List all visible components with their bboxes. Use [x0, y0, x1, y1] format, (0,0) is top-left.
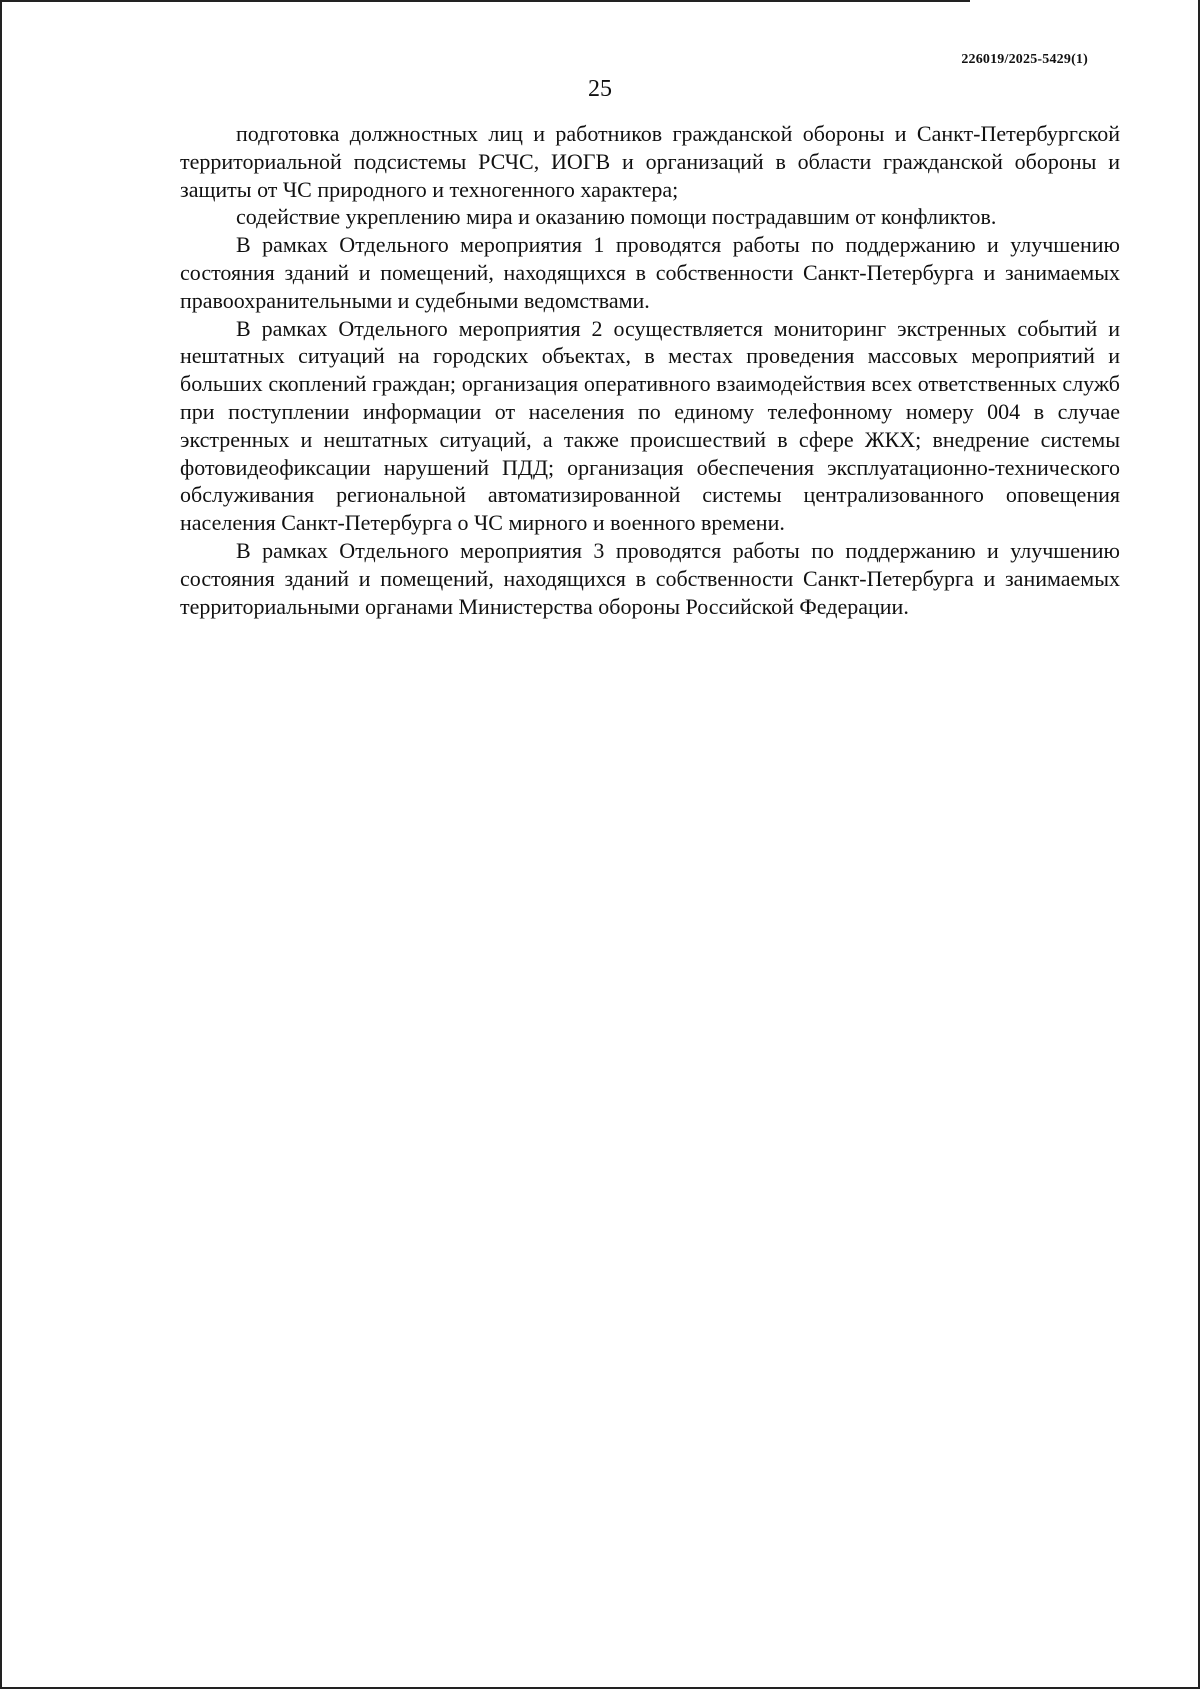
scan-edge-left	[0, 0, 2, 1689]
paragraph: содействие укреплению мира и оказанию помощи пострадавшим от конфликтов.	[236, 204, 997, 230]
paragraph: подготовка должностных лиц и работников гражданской обороны и Санкт-Петербургской территориальной подсистемы РСЧС, ИОГВ и организаций в области гражданской обороны и защиты от ЧС природного и техногенного характера;	[180, 121, 1120, 202]
paragraph: В рамках Отдельного мероприятия 2 осуществляется мониторинг экстренных событий и нештатных ситуаций на городских объектах, в местах проведения массовых мероприятий и больших скоплений граждан; организация оперативного взаимодействия всех ответственных служб при поступлении информации от населения по единому телефонному номеру 004 в случае экстренных и нештатных ситуаций, а также происшествий в сфере ЖКХ; внедрение системы фотовидеофиксации нарушений ПДД; организация обеспечения эксплуатационно-технического обслуживания региональной автоматизированной системы централизованного оповещения населения Санкт-Петербурга о ЧС мирного и военного времени.	[180, 315, 1120, 536]
paragraph: В рамках Отдельного мероприятия 3 проводятся работы по поддержанию и улучшению состояния зданий и помещений, находящихся в собственности Санкт-Петербурга и занимаемых территориальными органами Министерства обороны Российской Федерации.	[180, 537, 1120, 619]
paragraph: В рамках Отдельного мероприятия 1 проводятся работы по поддержанию и улучшению состояния зданий и помещений, находящихся в собственности Санкт-Петербурга и занимаемых правоохранительными и судебными ведомствами.	[180, 232, 1120, 313]
document-id: 226019/2025-5429(1)	[961, 52, 1088, 67]
page-number-row	[0, 76, 1200, 103]
scan-edge-top	[0, 0, 970, 2]
page-number: 25	[588, 76, 612, 102]
document-body	[180, 120, 1120, 620]
